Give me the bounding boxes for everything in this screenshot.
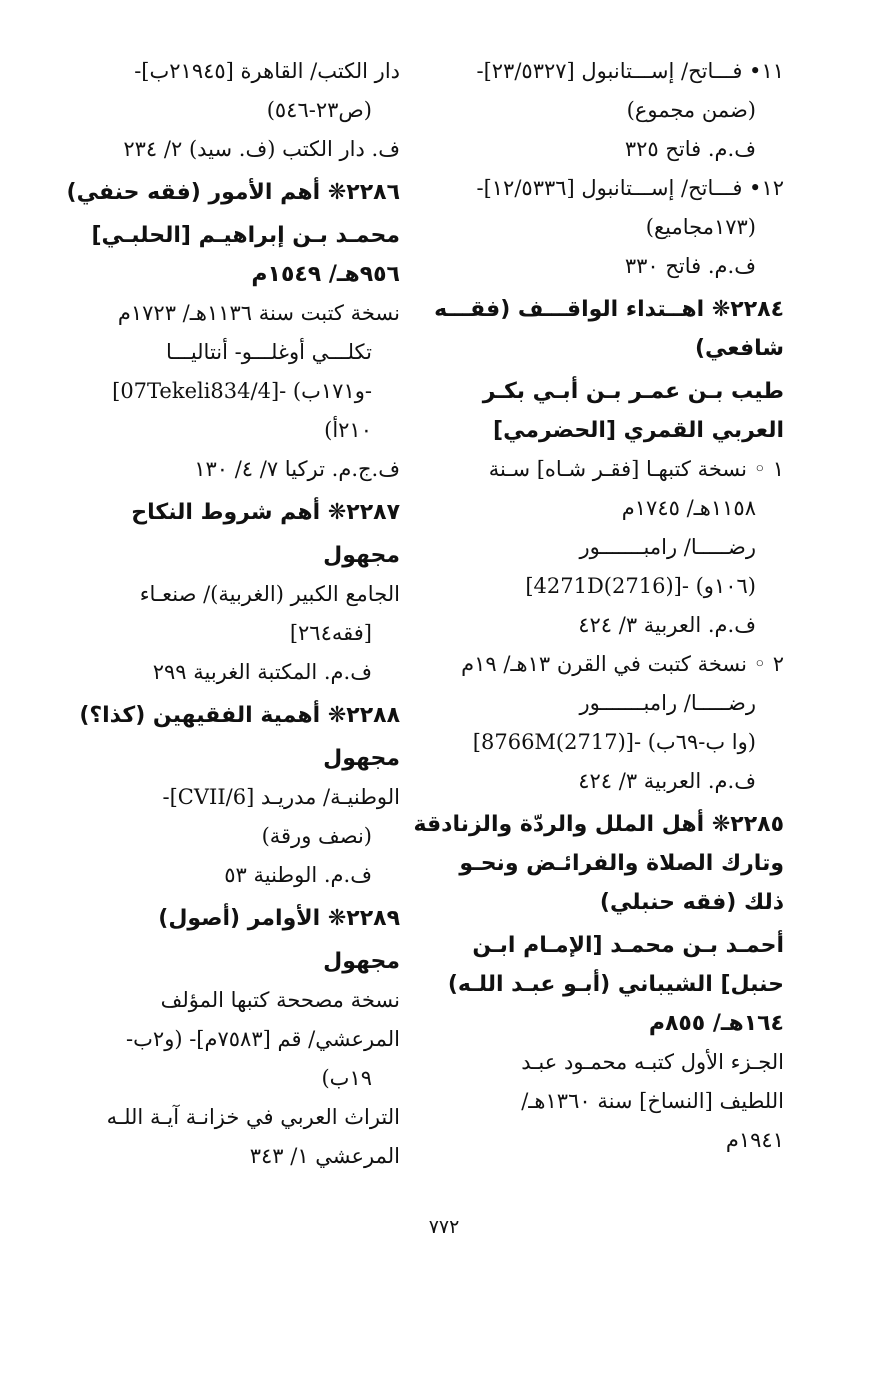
text-line: ف. دار الكتب (ف. سيد) ٢/ ٢٣٤ xyxy=(123,137,400,161)
text-line: ١٩ب) xyxy=(321,1066,372,1090)
author-dates: ٩٥٦هـ/ ١٥٤٩م xyxy=(251,262,400,287)
text-line: دار الكتب/ القاهرة [٢١٩٤٥ب]- xyxy=(134,59,400,83)
text-line: ١٢• فـــاتح/ إســـتانبول [١٢/٥٣٣٦]- xyxy=(476,176,784,200)
text-line: [فقه٢٦٤] xyxy=(289,621,372,645)
text-line: ١٩٤١م xyxy=(725,1128,784,1152)
text-line: ٢١٠أ) xyxy=(324,418,372,442)
text-line: ف.م. الوطنية ٥٣ xyxy=(224,863,372,887)
text-line: [8766M(2717)]- (وا ب-٦٩ب) xyxy=(472,730,756,754)
text-line: ف.م. العربية ٣/ ٤٢٤ xyxy=(578,769,756,793)
text-line: [07Tekeli834/4]- (و١٧١ب- xyxy=(112,379,372,403)
author-name: مجهول xyxy=(323,949,400,974)
text-line: (ضمن مجموع) xyxy=(626,98,756,122)
text-line: التراث العربي في خزانـة آيـة اللـه xyxy=(106,1105,400,1129)
text-line: رضـــــا/ رامبـــــــور xyxy=(579,535,756,559)
author-name: العربي القمري [الحضرمي] xyxy=(493,418,784,443)
text-line: المرعشي ١/ ٣٤٣ xyxy=(249,1144,400,1168)
entry-heading: شافعي) xyxy=(694,336,784,361)
author-dates: ١٦٤هـ/ ٨٥٥م xyxy=(648,1011,784,1036)
text-line: الوطنيـة/ مدريـد [CVII/6]- xyxy=(162,785,400,809)
entry-heading: ذلك (فقه حنبلي) xyxy=(599,890,784,915)
entry-heading: ٢٢٨٦❋ أهم الأمور (فقه حنفي) xyxy=(66,180,400,205)
entry-heading: ٢٢٨٧❋ أهم شروط النكاح xyxy=(131,500,400,525)
text-line: تكلـــي أوغلـــو- أنتاليـــا xyxy=(165,340,372,364)
text-line: ف.م. العربية ٣/ ٤٢٤ xyxy=(578,613,756,637)
text-line: رضـــــا/ رامبـــــــور xyxy=(579,691,756,715)
text-line: نسخة كتبت سنة ١١٣٦هـ/ ١٧٢٣م xyxy=(117,301,400,325)
author-name: مجهول xyxy=(323,746,400,771)
entry-heading: وتارك الصلاة والفرائـض ونحـو xyxy=(459,851,784,876)
text-line: اللطيف [النساخ] سنة ١٣٦٠هـ/ xyxy=(521,1089,784,1113)
text-line: نسخة مصححة كتبها المؤلف xyxy=(160,988,400,1012)
text-line: (ص٢٣-٥٤٦) xyxy=(266,98,372,122)
author-name: مجهول xyxy=(323,543,400,568)
text-line: ف.م. فاتح ٣٣٠ xyxy=(624,254,756,278)
author-name: حنبل] الشيباني (أبـو عبـد اللـه) xyxy=(447,972,784,997)
author-name: أحمـد بـن محمـد [الإمـام ابـن xyxy=(472,933,784,958)
text-line: ٢ ◦ نسخة كتبت في القرن ١٣هـ/ ١٩م xyxy=(461,652,784,676)
text-line: الجامع الكبير (الغربية)/ صنعـاء xyxy=(139,582,400,606)
entry-heading: ٢٢٨٥❋ أهل الملل والردّة والزنادقة xyxy=(413,812,784,837)
text-line: (نصف ورقة) xyxy=(261,824,372,848)
author-name: طيب بـن عمـر بـن أبـي بكـر xyxy=(482,379,784,404)
left-column xyxy=(60,52,400,1176)
author-name: محمـد بـن إبراهيـم [الحلبـي] xyxy=(91,223,400,248)
text-line: المرعشي/ قم [٧٥٨٣م]- (و٢ب- xyxy=(126,1027,400,1051)
entry-heading: ٢٢٨٤❋ اهــتداء الواقـــف (فقـــه xyxy=(434,297,784,322)
text-line: ف.م. المكتبة الغربية ٢٩٩ xyxy=(152,660,372,684)
entry-heading: ٢٢٨٩❋ الأوامر (أصول) xyxy=(158,906,400,931)
right-column xyxy=(413,52,784,1160)
text-line: (١٧٣مجاميع) xyxy=(645,215,756,239)
text-line: ١١٥٨هـ/ ١٧٤٥م xyxy=(621,496,756,520)
text-line: ف.ج.م. تركيا ٧/ ٤/ ١٣٠ xyxy=(194,457,400,481)
text-line: [4271D(2716)]- (١٠٦و) xyxy=(525,574,756,598)
text-line: ١ ◦ نسخة كتبهـا [فقـر شـاه] سـنة xyxy=(488,457,784,481)
entry-heading: ٢٢٨٨❋ أهمية الفقيهين (كذا؟) xyxy=(79,703,400,728)
text-line: ف.م. فاتح ٣٢٥ xyxy=(624,137,756,161)
page-number: ٧٧٢ xyxy=(428,1216,460,1238)
text-line: الجـزء الأول كتبـه محمـود عبـد xyxy=(521,1050,784,1074)
text-line: ١١• فـــاتح/ إســـتانبول [٢٣/٥٣٢٧]- xyxy=(476,59,784,83)
